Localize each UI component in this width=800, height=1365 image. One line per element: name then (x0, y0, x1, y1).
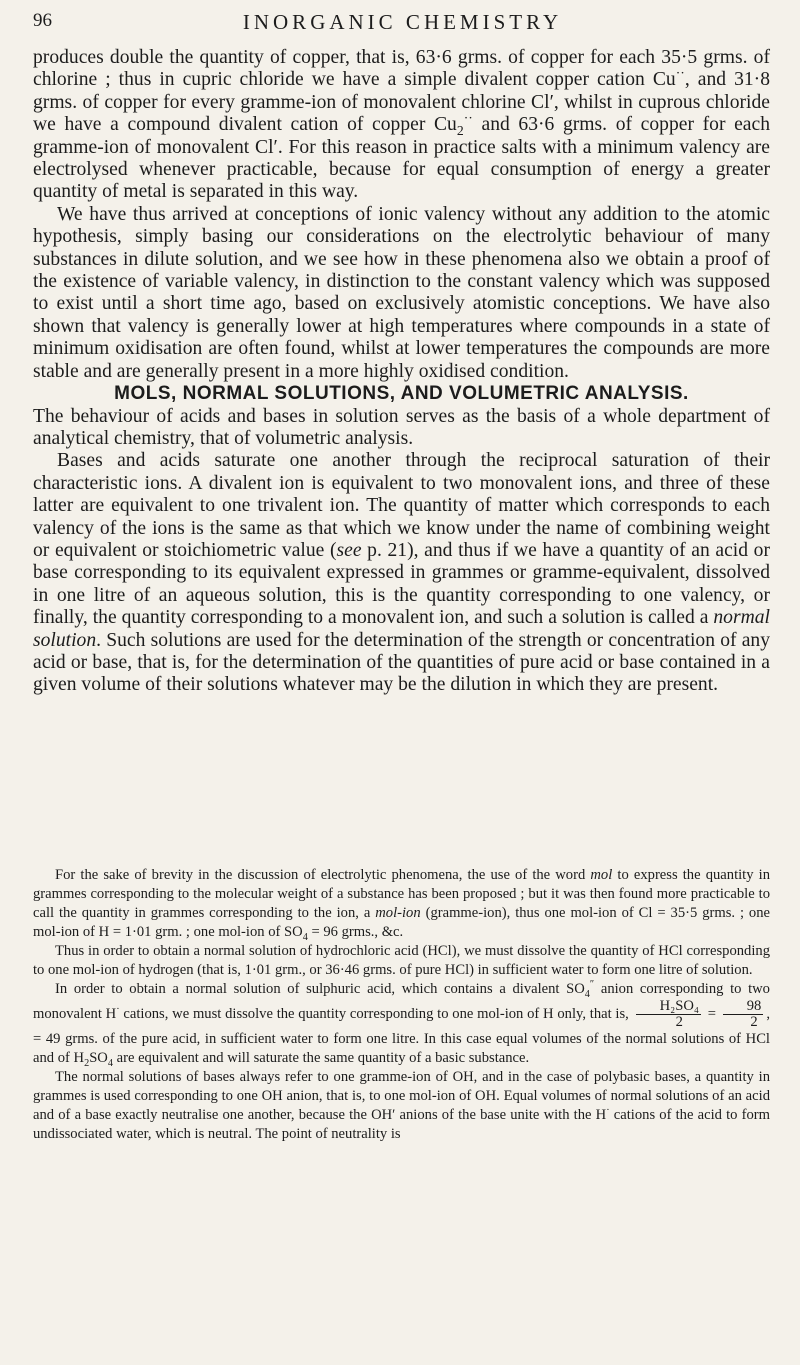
text-run: In order to obtain a normal solution of sulphuric acid, which contains a divalent SO (55, 981, 585, 997)
charge-superscript: ″ (589, 979, 595, 991)
paragraph (33, 450, 770, 696)
small-print-notes (33, 866, 770, 1144)
page-number: 96 (33, 10, 52, 31)
fraction-denominator: 2 (675, 1014, 683, 1030)
text-run: produces double the quantity of copper, that is, 63·6 grms. of copper for each 35·5 grms. of chlorine ; thus in cupric chloride we have a simple divalent copper cation Cu (33, 47, 770, 91)
fraction (636, 999, 701, 1030)
page-header (33, 10, 772, 40)
running-title: INORGANIC CHEMISTRY (242, 10, 563, 34)
fraction-numerator: H₂SO₄ (636, 999, 701, 1015)
text-run: Bases and acids saturate one another through the reciprocal saturation of their characteristic ions. A divalent ion is equivalent to two monovalent ions, and three of these latter are equivalent to one trivalent ion. The quantity of matter which corresponds to each valency of the ions is the same as that which we know under the name of combining weight or equivalent or stoichiometric value ( (33, 450, 770, 561)
text-run: and 63·6 grms. of copper for each gramme-ion of monovalent Cl′. For this reason in practice salts with a minimum valency are electrolysed whenever practicable, because for equal consumption of energy a greater quantity of metal is separated in this way. (33, 114, 770, 203)
text-run: (gramme-ion), thus one mol-ion of Cl = 35·5 grms. ; one mol-ion of H = 1·01 grm. ; one mol-ion of SO (33, 905, 770, 940)
italic-text: see (336, 539, 362, 561)
text-run: to express the quantity in grammes corresponding to the molecular weight of a substance has been proposed ; but it was then found more practicable to call the quantity in grammes corresponding to the ion, a (33, 867, 770, 921)
section-heading: MOLS, NORMAL SOLUTIONS, AND VOLUMETRIC ANALYSIS. (114, 383, 689, 405)
text-run: SO (89, 1050, 108, 1066)
paragraph-continued (33, 47, 770, 204)
charge-superscript: ·· (463, 110, 473, 126)
fraction-numerator: 98 (723, 999, 764, 1015)
note-paragraph (33, 866, 770, 942)
subscript: 4 (107, 1057, 113, 1069)
text-run: p. 21), and thus if we have a quantity of an acid or base corresponding to its equivalent expressed in grammes or gramme-equivalent, dissolved in one litre of an aqueous solution, this is the quantity corresponding to one valency, or finally, the quantity corresponding to a monovalent ion, and such a solution is called a (33, 539, 770, 629)
text-run: . Such solutions are used for the determination of the strength or concentration of any acid or base, that is, for the determination of the quantities of pure acid or base contained in a given volume of their solutions whatever may be the dilution in which they are present. (33, 629, 770, 696)
text-run: cations, we must dissolve the quantity corresponding to one mol-ion of H only, that is, (119, 1005, 633, 1022)
charge-superscript: · (606, 1105, 610, 1117)
subscript: 2 (84, 1057, 90, 1069)
charge-superscript: · (116, 1003, 120, 1015)
text-run: , and 31·8 grms. of copper for every gramme-ion of monovalent chlorine Cl′, whilst in cuprous chloride we have a compound divalent cation of copper Cu (33, 69, 770, 136)
fraction (723, 999, 764, 1030)
note-paragraph (33, 980, 770, 1068)
text-run: anion corresponding to two monovalent H (33, 981, 770, 1022)
charge-superscript: ·· (675, 65, 685, 81)
text-run: are equivalent and will saturate the same quantity of a basic substance. (112, 1050, 530, 1066)
main-text (33, 47, 770, 697)
italic-term: mol (590, 867, 613, 883)
text-run: , = 49 grms. of the pure acid, in sufficient water to form one litre. In this case equal volumes of the normal solutions of HCl and of H (33, 1005, 770, 1066)
text-run: = (703, 1005, 720, 1022)
italic-term: normal solution (33, 607, 770, 651)
note-paragraph (33, 1068, 770, 1144)
paragraph: We have thus arrived at conceptions of ionic valency without any addition to the atomic hypothesis, simply basing our considerations on the electrolytic behaviour of many substances in dilute solution, and we see how in these phenomena also we obtain a proof of the existence of variable valency, in distinction to the constant valency which was supposed to exist until a short time ago, based on exclusively atomistic conceptions. We have also shown that valency is generally lower at high temperatures where compounds in a state of minimum oxidisation are often found, whilst at lower temperatures the compounds are more stable and are generally present in a more highly oxidised condition. (33, 203, 770, 382)
text-run: cations of the acid to form undissociated water, which is neutral. The point of neutrality is (33, 1107, 770, 1142)
note-paragraph: Thus in order to obtain a normal solution of hydrochloric acid (HCl), we must dissolve the quantity of HCl corresponding to one mol-ion of hydrogen (that is, 1·01 grm., or 36·46 grms. of pure HCl) in sufficient water to form one litre of solution. (33, 943, 770, 978)
fraction-denominator: 2 (750, 1014, 758, 1030)
subscript: 2 (456, 123, 464, 139)
paragraph: The behaviour of acids and bases in solution serves as the basis of a whole department of analytical chemistry, that of volumetric analysis. (33, 405, 770, 449)
subscript: 4 (584, 988, 590, 1000)
subscript: 4 (302, 931, 308, 943)
text-run: The normal solutions of bases always refer to one gramme-ion of OH, and in the case of polybasic bases, a quantity in grammes is used corresponding to one OH anion, that is, to one mol-ion of OH. Equal volumes of normal solutions of an acid and of a base exactly neutralise one another, because the OH′ anions of the base unite with the H (33, 1069, 770, 1123)
text-run: = 96 grms., &c. (307, 924, 404, 940)
italic-term: mol-ion (375, 905, 421, 921)
text-run: For the sake of brevity in the discussion of electrolytic phenomena, the use of the word (55, 867, 591, 883)
